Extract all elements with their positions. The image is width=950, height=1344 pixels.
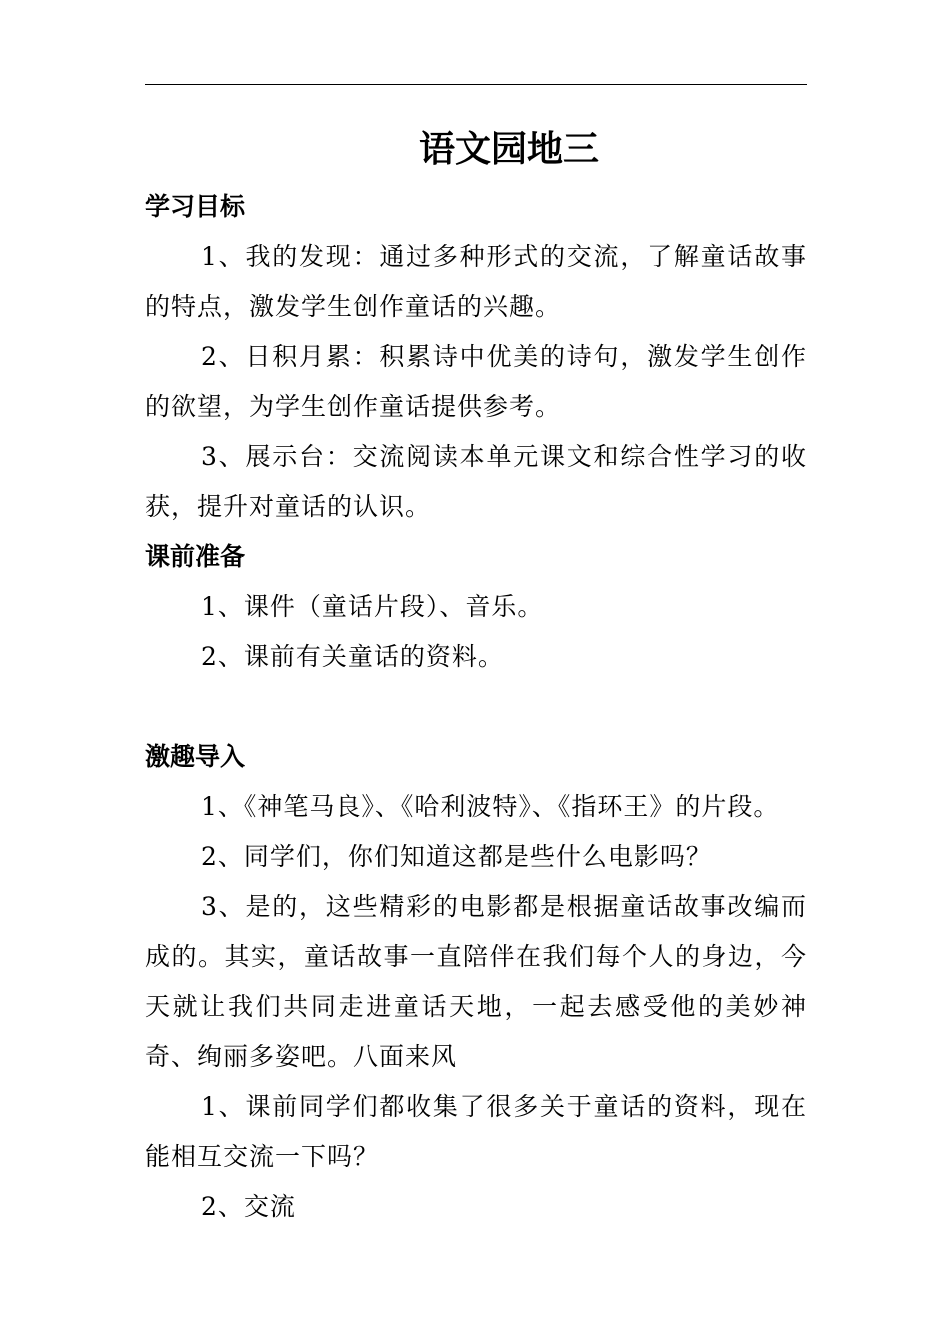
section-heading-prep: 课前准备 [145,542,246,571]
page-title: 语文园地三 [418,129,599,170]
section-heading-intro: 激趣导入 [145,742,246,771]
intro-item: 1、《神笔马良》、《哈利波特》、《指环王》的片段。 [201,792,780,821]
intro-item: 1、课前同学们都收集了很多关于童话的资料，现在能相互交流一下吗？ [145,1092,807,1171]
goal-item: 1、我的发现：通过多种形式的交流，了解童话故事的特点，激发学生创作童话的兴趣。 [145,242,807,321]
section-heading-goals: 学习目标 [145,192,246,221]
intro-item: 3、是的，这些精彩的电影都是根据童话故事改编而成的。其实，童话故事一直陪伴在我们每个人的身边，今天就让我们共同走进童话天地，一起去感受他的美妙神奇、绚丽多姿吧。八面来风 [145,892,807,1071]
intro-item: 2、同学们，你们知道这都是些什么电影吗？ [201,842,712,871]
prep-item: 2、课前有关童话的资料。 [201,642,504,671]
document-body [145,118,807,1232]
goal-item: 3、展示台：交流阅读本单元课文和综合性学习的收获，提升对童话的认识。 [145,442,807,521]
intro-item: 2、交流 [201,1192,296,1221]
header-rule [145,84,807,85]
goal-item: 2、日积月累：积累诗中优美的诗句，激发学生创作的欲望，为学生创作童话提供参考。 [145,342,807,421]
prep-item: 1、课件（童话片段）、音乐。 [201,592,544,621]
blank-line [145,682,807,732]
